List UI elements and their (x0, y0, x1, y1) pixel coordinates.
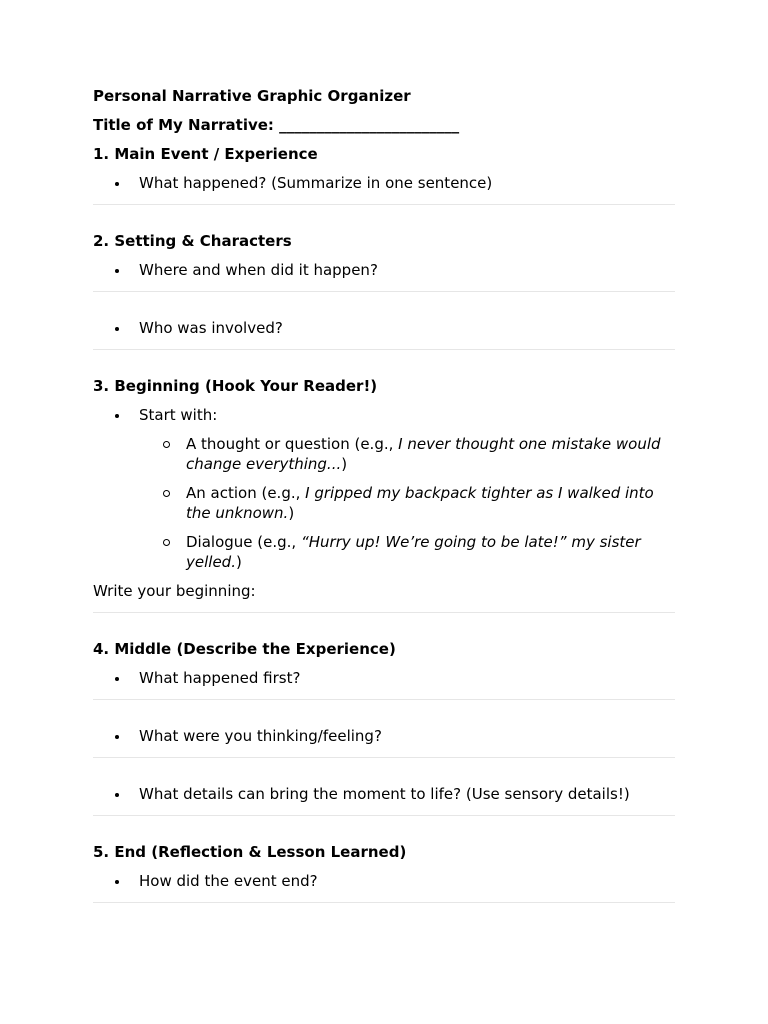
prompt-text: How did the event end? (139, 872, 318, 890)
sub-list-item (93, 483, 675, 523)
example-suffix: ) (341, 455, 348, 473)
prompt-text: What details can bring the moment to life? (Use sensory details!) (139, 785, 630, 803)
circle-bullet-icon (163, 441, 170, 448)
list-item (93, 405, 675, 425)
list-item (93, 871, 675, 891)
answer-line[interactable] (93, 291, 675, 292)
list-item (93, 173, 675, 193)
sub-list-item (93, 532, 675, 572)
sub-list-item (93, 434, 675, 474)
answer-line[interactable] (93, 757, 675, 758)
prompt-text: What were you thinking/feeling? (139, 727, 382, 745)
example-prefix: An action (e.g., (186, 484, 306, 502)
list-item (93, 668, 675, 688)
prompt-text: What happened first? (139, 669, 301, 687)
section-heading-main-event: 1. Main Event / Experience (93, 145, 318, 163)
circle-bullet-icon (163, 490, 170, 497)
answer-line[interactable] (93, 699, 675, 700)
prompt-text: Where and when did it happen? (139, 261, 378, 279)
list-item (93, 784, 675, 804)
write-prompt: Write your beginning: (93, 582, 256, 600)
prompt-text: Who was involved? (139, 319, 283, 337)
narrative-title-field: Title of My Narrative: ________________________ (93, 116, 460, 134)
answer-line[interactable] (93, 815, 675, 816)
answer-line[interactable] (93, 204, 675, 205)
worksheet (93, 86, 675, 903)
section-heading-setting: 2. Setting & Characters (93, 232, 292, 250)
section-heading-beginning: 3. Beginning (Hook Your Reader!) (93, 377, 378, 395)
document-title: Personal Narrative Graphic Organizer (93, 87, 411, 105)
list-item (93, 318, 675, 338)
circle-bullet-icon (163, 539, 170, 546)
example-suffix: ) (288, 504, 295, 522)
list-item (93, 260, 675, 280)
example-prefix: A thought or question (e.g., (186, 435, 399, 453)
example-quote: I never thought one mistake would change everything... (186, 435, 661, 473)
answer-line[interactable] (93, 612, 675, 613)
example-prefix: Dialogue (e.g., (186, 533, 301, 551)
section-heading-end: 5. End (Reflection & Lesson Learned) (93, 843, 407, 861)
example-quote: “Hurry up! We’re going to be late!” my sister yelled. (186, 533, 641, 571)
prompt-text: Start with: (139, 406, 218, 424)
section-heading-middle: 4. Middle (Describe the Experience) (93, 640, 396, 658)
list-item (93, 726, 675, 746)
answer-line[interactable] (93, 902, 675, 903)
prompt-text: What happened? (Summarize in one sentence) (139, 174, 493, 192)
example-suffix: ) (235, 553, 242, 571)
example-quote: I gripped my backpack tighter as I walked into the unknown. (186, 484, 654, 522)
answer-line[interactable] (93, 349, 675, 350)
